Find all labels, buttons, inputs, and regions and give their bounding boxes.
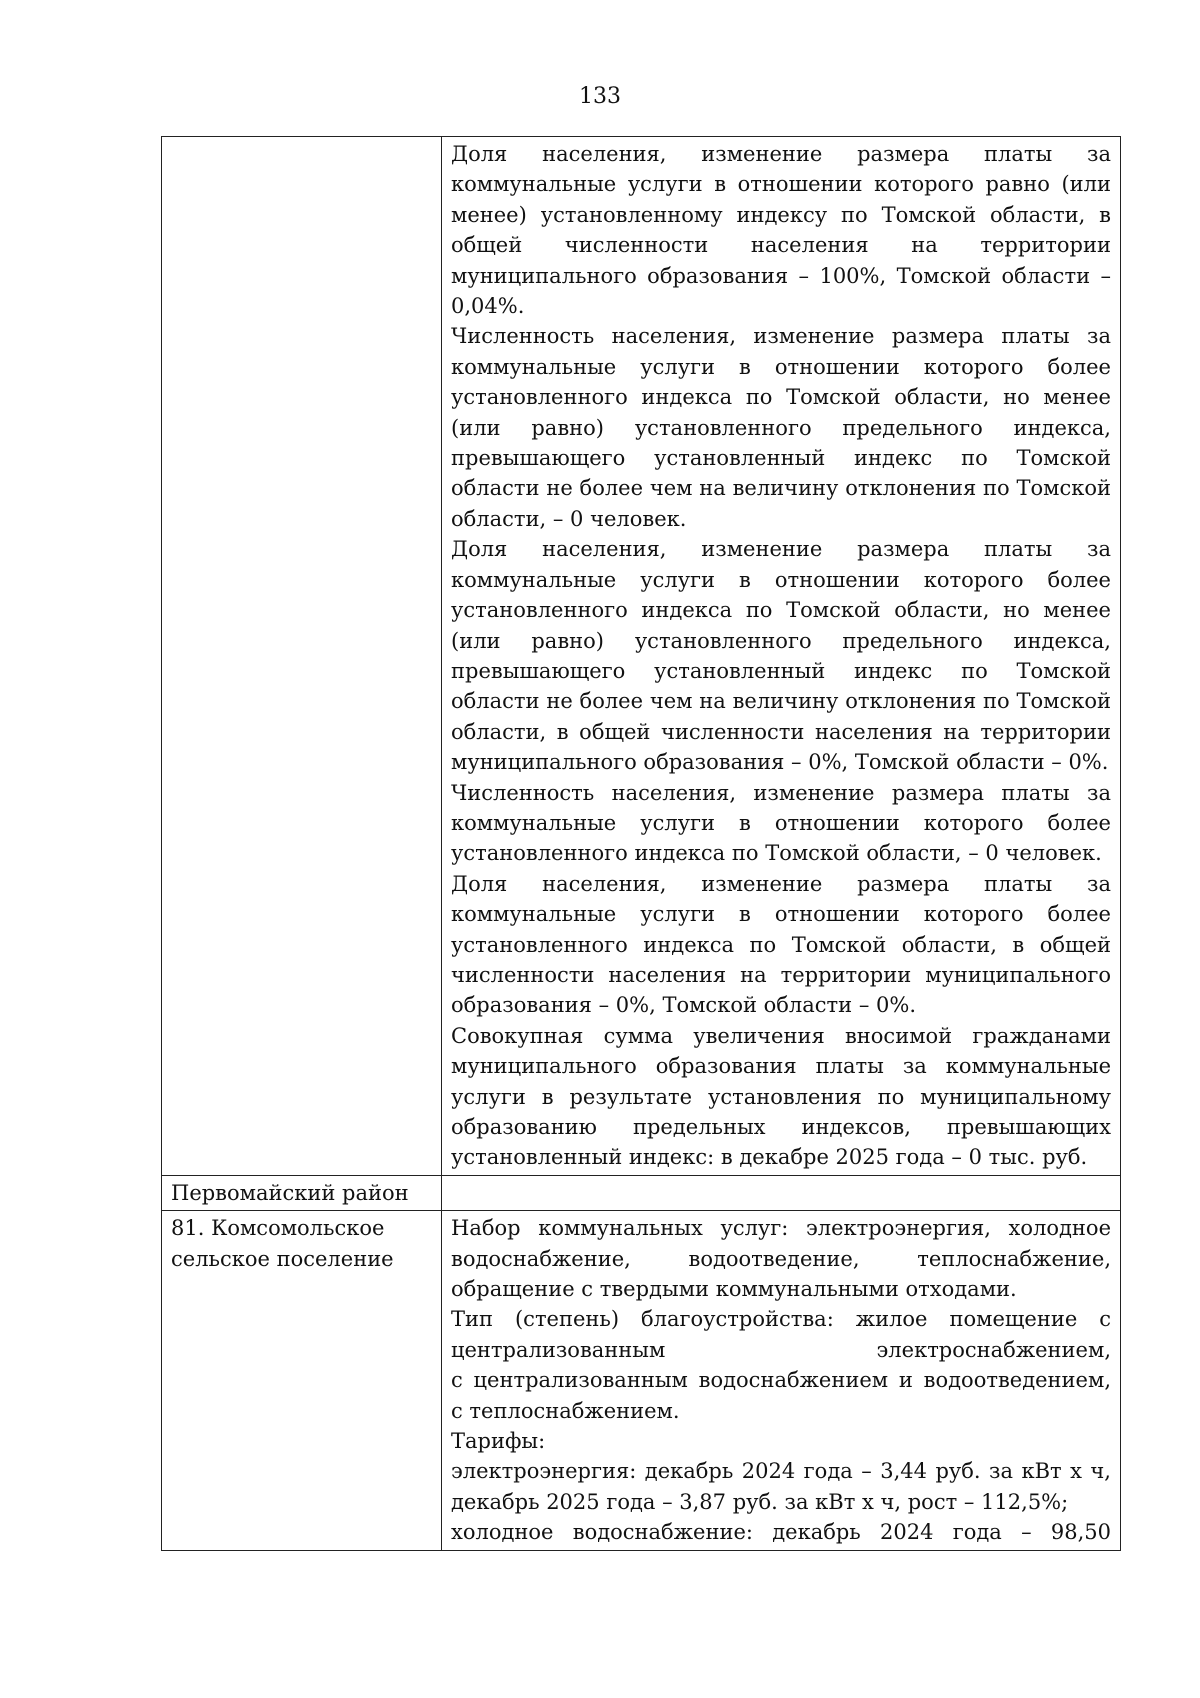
district-name-cell (162, 1175, 442, 1210)
table-row (162, 1175, 1121, 1210)
paragraph: Тип (степень) благоустройства: жилое помещение с централизованным электроснабжением, (451, 1307, 1111, 1362)
paragraph: Доля населения, изменение размера платы за коммунальные услуги в отношении которого более установленного индекса по Томской области, в общей численности населения на территории муниципального образования – 0%, Томской области – 0%. (451, 871, 1111, 1018)
paragraph: Тарифы: (451, 1429, 546, 1454)
paragraph: Совокупная сумма увеличения вносимой гражданами муниципального образования платы за коммунальные услуги в результате установления по муниципальному образованию предельных индексов, превышающих установленный индекс: в декабре 2025 года – 0 тыс. руб. (451, 1023, 1111, 1170)
row1-left-cell (162, 137, 442, 1176)
indices-table (161, 136, 1121, 1551)
paragraph: электроэнергия: декабрь 2024 года – 3,44 руб. за кВт х ч, декабрь 2025 года – 3,87 руб. за кВт х ч, рост – 112,5%; (451, 1459, 1111, 1514)
paragraph: Доля населения, изменение размера платы за коммунальные услуги в отношении которого равно (или менее) установленному индексу по Томской области, в общей численности населения на территории муниципального образования – 100%, Томской области – 0,04%. (451, 142, 1111, 319)
paragraph: холодное водоснабжение: декабрь 2024 года – 98,50 (451, 1520, 1111, 1545)
row2-right-cell (442, 1175, 1121, 1210)
paragraph: Доля населения, изменение размера платы за коммунальные услуги в отношении которого более установленного индекса по Томской области, но менее (или равно) установленного предельного индекса, превышающего установленный индекс по Томской области не более чем на величину отклонения по Томской области, в общей численности населения на территории муниципального образования – 0%, Томской области – 0%. (451, 537, 1111, 775)
row3-right-cell (442, 1211, 1121, 1550)
paragraph: Набор коммунальных услуг: электроэнергия, холодное водоснабжение, водоотведение, теплоснабжение, обращение с твердыми коммунальными отходами. (451, 1216, 1111, 1302)
settlement-name-line2: сельское поселение (171, 1246, 394, 1271)
settlement-name-line1: 81. Комсомольское (171, 1216, 385, 1241)
district-name: Первомайский район (171, 1180, 409, 1205)
settlement-name-cell (162, 1211, 442, 1550)
paragraph: Численность населения, изменение размера платы за коммунальные услуги в отношении которого более установленного индекса по Томской области, – 0 человек. (451, 780, 1111, 866)
table-row (162, 137, 1121, 1176)
paragraph: Численность населения, изменение размера платы за коммунальные услуги в отношении которого более установленного индекса по Томской области, но менее (или равно) установленного предельного индекса, превышающего установленный индекс по Томской области не более чем на величину отклонения по Томской области, – 0 человек. (451, 324, 1111, 531)
paragraph: с централизованным водоснабжением и водоотведением, с теплоснабжением. (451, 1368, 1111, 1423)
row1-right-cell (442, 137, 1121, 1176)
table-row (162, 1211, 1121, 1550)
page-number: 133 (579, 84, 621, 109)
